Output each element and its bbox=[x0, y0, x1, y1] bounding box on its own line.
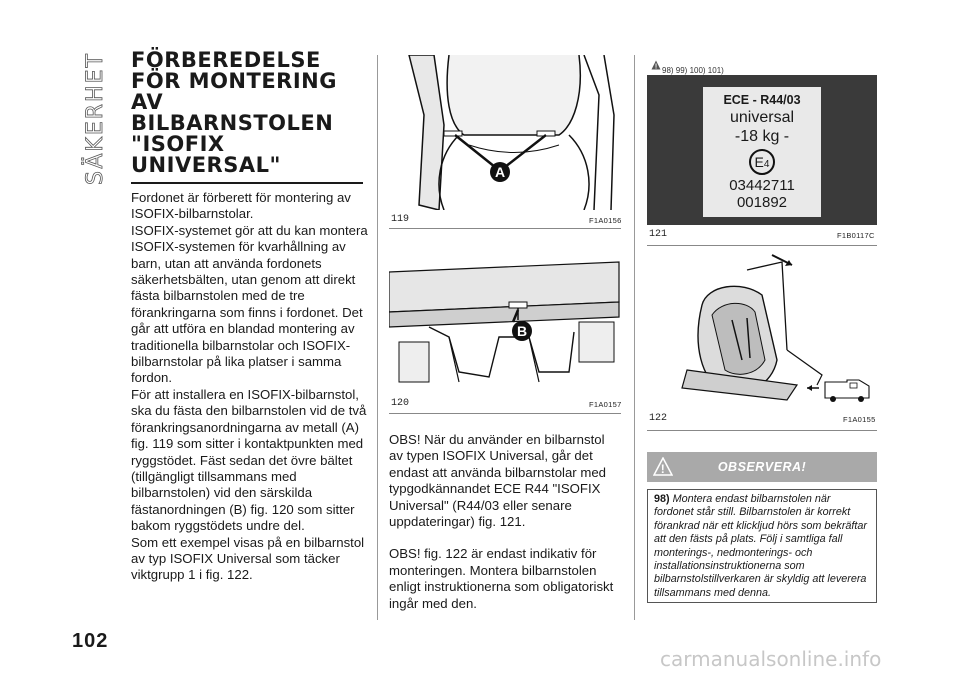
figure-rule bbox=[647, 430, 877, 431]
figure-120-number: 120 bbox=[391, 398, 410, 409]
rear-anchor-illustration bbox=[389, 242, 621, 392]
child-seat-illustration bbox=[647, 250, 877, 410]
marker-a: A bbox=[494, 164, 506, 180]
paragraph: Fordonet är förberett för montering av ISOFIX-bilbarnstolar. bbox=[131, 190, 351, 222]
label-code-2: 001892 bbox=[736, 194, 788, 211]
label-e-mark bbox=[749, 149, 775, 175]
figure-rule bbox=[389, 228, 621, 229]
warning-icon bbox=[651, 60, 661, 70]
title-line: "ISOFIX bbox=[131, 132, 225, 156]
seat-anchor-illustration bbox=[389, 55, 621, 210]
watermark: carmanualsonline.info bbox=[660, 647, 882, 671]
title-line: BILBARNSTOLEN bbox=[131, 111, 334, 135]
paragraph: OBS! fig. 122 är endast indikativ för monteringen. Montera bilbarnstolen enligt instruktionerna som obligatoriskt ingår med den. bbox=[389, 546, 614, 611]
paragraph: OBS! När du använder en bilbarnstol av typen ISOFIX Universal, går det endast att använda bilbarnstolar med typgodkännandet ECE R44 "ISOFIX Universal" (R44/03 eller senare uppdateringar) fig. 121. bbox=[389, 432, 607, 530]
observera-box bbox=[647, 489, 877, 603]
figure-119-code: F1A0156 bbox=[589, 216, 622, 225]
paragraph: För att installera en ISOFIX-bilbarnstol, ska du fästa den bilbarnstolen vid de två förankringsanordningarna av metall (A) fig. 119 som sitter i kontaktpunkten med ryggstödet. Fäst sedan det övre bältet (tillgängligt tillsammans med bilbarnstolen) vid den särskilda fästanordningen (B) fig. 120 som sitter bakom ryggstödets undre del. bbox=[131, 386, 367, 534]
title-line: FÖRBEREDELSE bbox=[131, 48, 321, 72]
note-number: 98) bbox=[654, 493, 670, 505]
e-mark-letter: E bbox=[754, 154, 764, 170]
figure-119-image bbox=[389, 55, 621, 210]
figure-119-number: 119 bbox=[391, 214, 410, 225]
title-line: UNIVERSAL" bbox=[131, 153, 281, 177]
figure-121-code: F1B0117C bbox=[837, 231, 875, 240]
column-1 bbox=[131, 50, 369, 584]
warning-references: 98) 99) 100) 101) bbox=[662, 66, 724, 75]
figure-rule bbox=[389, 413, 621, 414]
page-title bbox=[131, 50, 363, 184]
e-mark-number: 4 bbox=[763, 159, 770, 170]
note-text: Montera endast bilbarnstolen när fordonet står still. Bilbarnstolen är korrekt förankrad när ett klickljud hörs som bekräftar att den fästs på plats. Följ i samtliga fall monterings-, nedmonterings- och installationsinstruktionerna som bilbarnstolstillverkaren är skyldig att leverera tillsammans med denna. bbox=[654, 493, 868, 599]
figure-121-image bbox=[647, 75, 877, 225]
column-divider bbox=[377, 55, 378, 620]
figure-122-code: F1A0155 bbox=[843, 415, 876, 424]
paragraph: ISOFIX-systemet gör att du kan montera ISOFIX-systemen för kvarhållning av barn, utan att använda fordonets säkerhetsbälten, utan genom att direkt fästa bilbarnstolen med de tre förankringarna som finns i fordonet. Det går att utföra en blandad montering av traditionella bilbarnstolar och ISOFIX-bilbarnstolar på lika platser i samma fordon. bbox=[131, 222, 368, 386]
body-text bbox=[131, 190, 369, 584]
figure-rule bbox=[647, 245, 877, 246]
svg-text:!: ! bbox=[660, 462, 666, 476]
figure-121-number: 121 bbox=[649, 229, 668, 240]
section-label: SÄKERHET bbox=[83, 52, 108, 185]
warning-icon bbox=[653, 457, 673, 477]
label-weight: -18 kg - bbox=[734, 128, 790, 145]
title-line: FÖR MONTERING AV bbox=[131, 69, 337, 114]
column-2-text bbox=[389, 432, 617, 612]
label-universal: universal bbox=[729, 109, 795, 126]
observera-title: OBSERVERA! bbox=[717, 460, 807, 474]
label-code-1: 03442711 bbox=[729, 177, 795, 194]
page-number: 102 bbox=[72, 630, 109, 652]
svg-text:!: ! bbox=[654, 63, 658, 70]
figure-120-code: F1A0157 bbox=[589, 400, 622, 409]
column-divider bbox=[634, 55, 635, 620]
marker-b: B bbox=[516, 323, 528, 339]
paragraph: Som ett exempel visas på en bilbarnstol av typ ISOFIX Universal som täcker viktgrupp 1 i fig. 122. bbox=[131, 534, 365, 583]
label-ece: ECE - R44/03 bbox=[723, 93, 801, 107]
figure-122-image bbox=[647, 250, 877, 410]
figure-122-number: 122 bbox=[649, 413, 668, 424]
figure-120-image bbox=[389, 242, 621, 392]
observera-banner bbox=[647, 452, 877, 482]
approval-label bbox=[703, 87, 821, 217]
